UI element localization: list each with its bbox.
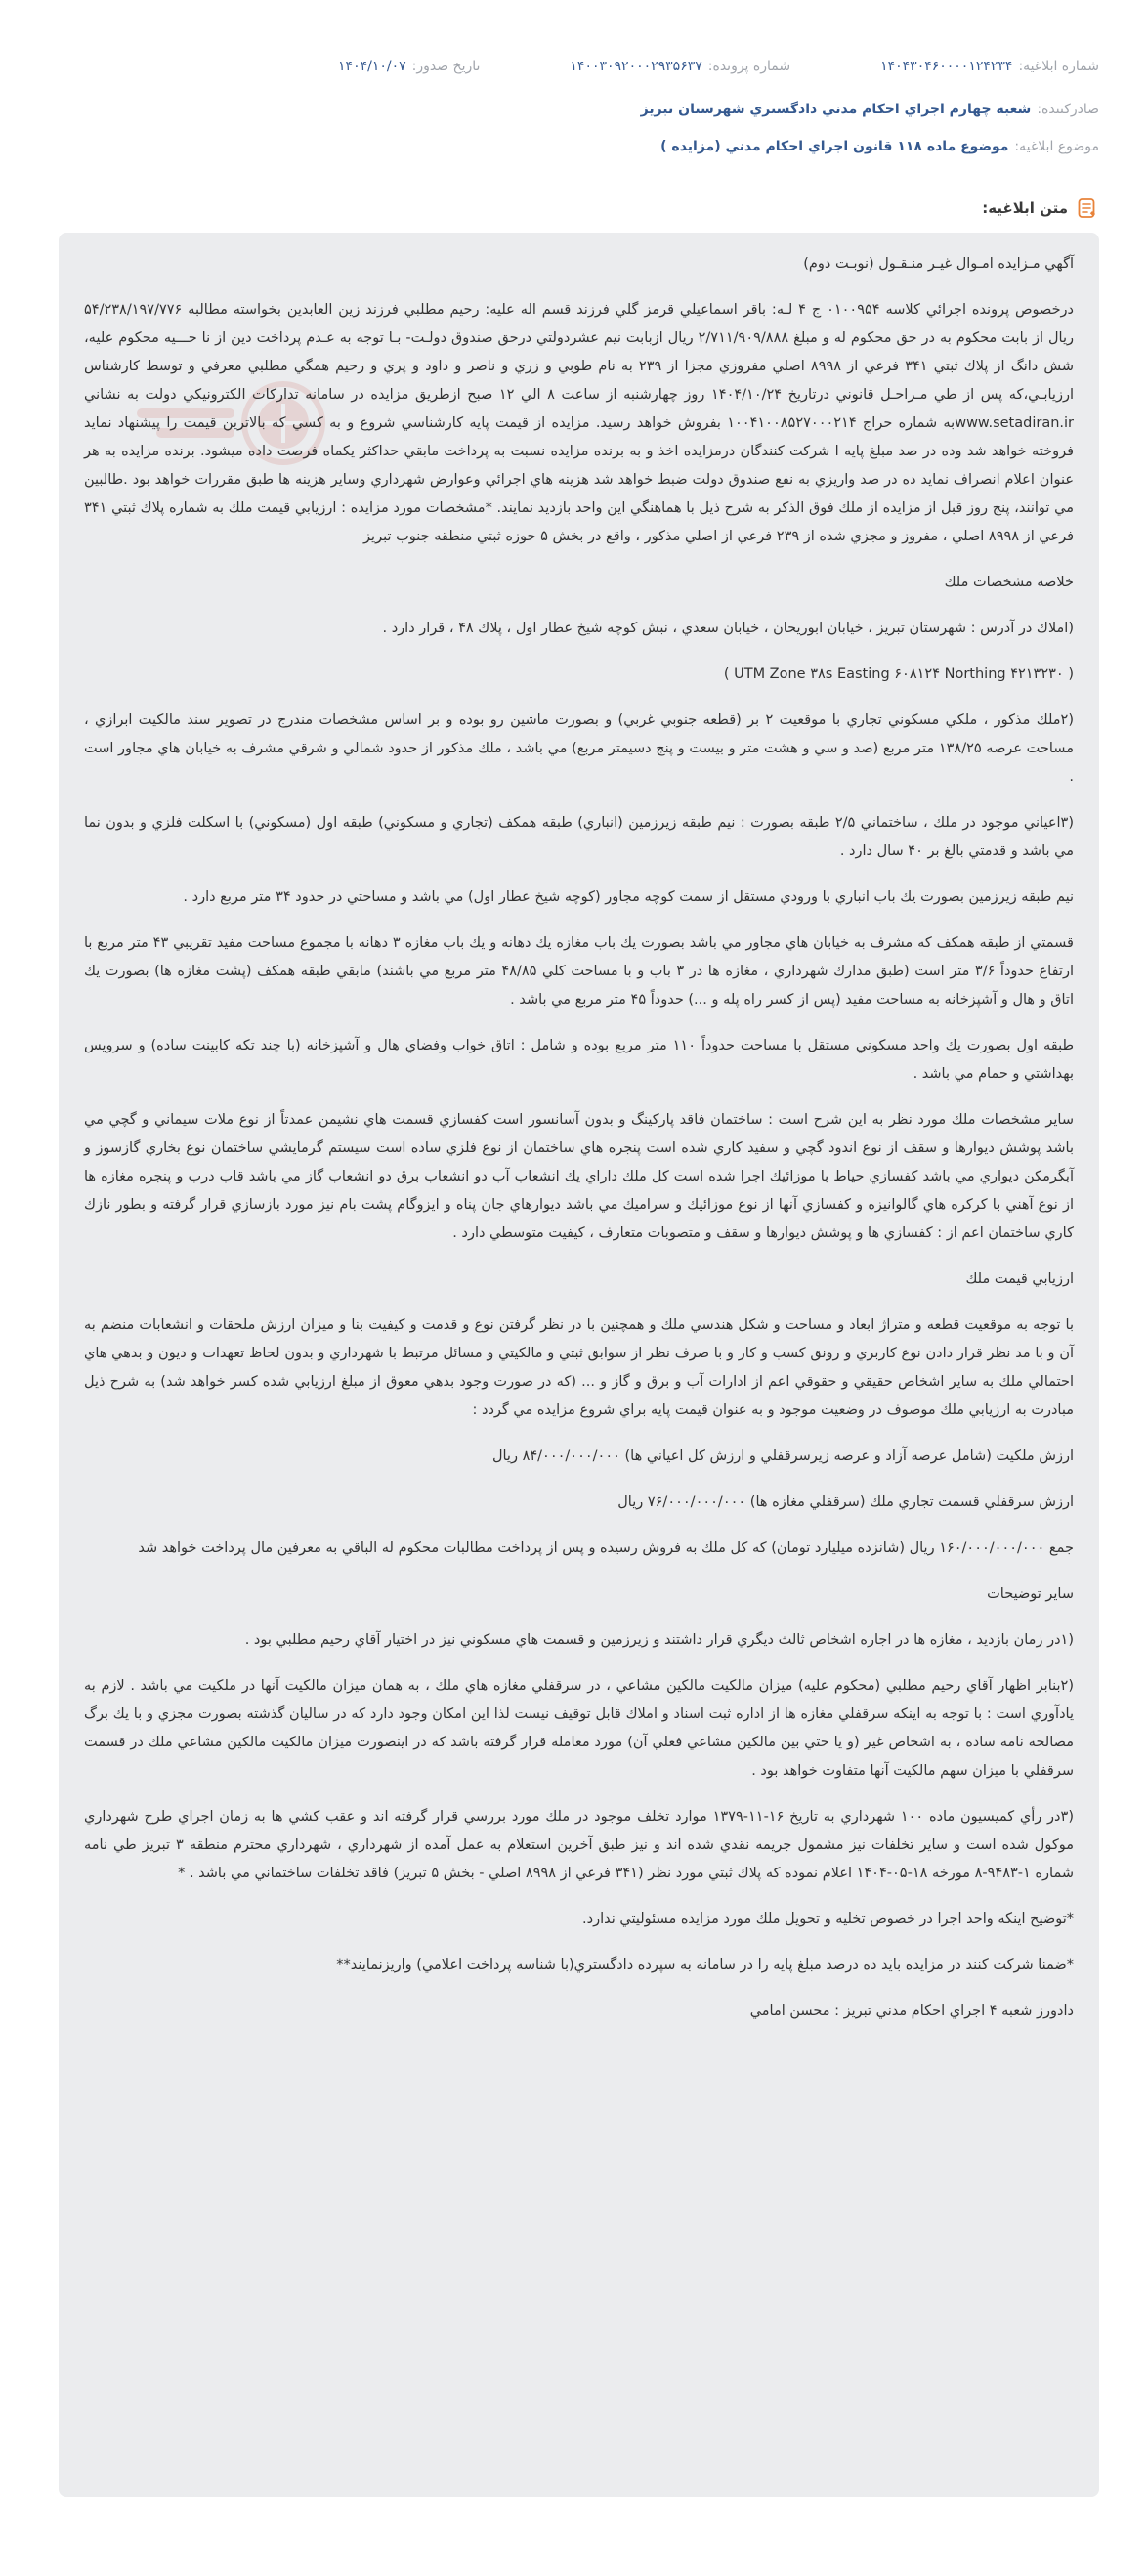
- issue-date: [338, 59, 480, 74]
- notice-number-value: ۱۴۰۴۳۰۴۶۰۰۰۰۱۲۴۲۳۴: [880, 59, 1013, 74]
- issue-date-label: تاریخ صدور:: [411, 59, 481, 74]
- case-number-value: ۱۴۰۰۳۰۹۲۰۰۰۲۹۳۵۶۳۷: [570, 59, 702, 74]
- issuer-row: [59, 97, 1099, 122]
- notice-paragraph: طبقه اول بصورت يك واحد مسكوني مستقل با مساحت حدوداً ۱۱۰ متر مربع بوده و شامل : اتاق خواب وفضاي هال و آشپزخانه (با چند تكه كابينت ساده) و سرويس بهداشتي و حمام مي باشد .: [84, 1038, 1074, 1082]
- notice-paragraph: (۲بنابر اظهار آقاي رحيم مطلبي (محكوم عليه) ميزان مالكيت مالكين مشاعي ، در سرقفلي مغازه هاي ملك ، به همان ميزان مالكيت آنها در ملكيت مي باشد . لازم به يادآوري است : با توجه به اينكه سرقفلي مغازه ها از اداره ثبت اسناد و املاك قابل توقيف نيست لذا اين امكان وجود دارد كه در ساليان گذشته بصورت مجزي و با يك برگ مصالحه نامه ساده ، به اشخاص غير (و يا حتي بين مالكين مشاعي فعلي آن) مورد معامله قرار گرفته باشد كه در اينصورت ميزان مالكيت مالكين مشاعي ملك در قسمت سرقفلي با ميزان سهم مالكيت آنها متفاوت خواهد بود .: [84, 1678, 1074, 1779]
- subject-value: موضوع ماده ۱۱۸ قانون اجراي احكام مدني (مزايده ): [660, 139, 1009, 154]
- notice-paragraph: (۲ملك مذكور ، ملكي مسكوني تجاري با موقعيت ۲ بر (قطعه جنوبي غربي) و بصورت ماشين رو بوده و بر اساس مشخصات مندرج در تصوير سند مالكيت ابرازي ، مساحت عرصه ۱۳۸/۲۵ متر مربع (صد و سي و هشت متر و بيست و پنج دسيمتر مربع) مي باشد ، ملك مذكور از حدود شمالي و شرقي مشرف به خيابان هاي مجاور است .: [84, 712, 1075, 785]
- valuation-total: جمع ۱۶۰/۰۰۰/۰۰۰/۰۰۰ ريال (شانزده ميليارد تومان) كه كل ملك به فروش رسيده و پس از پرداخت مطالبات محكوم له الباقي به معرفين مال پرداخت خواهد شد: [138, 1540, 1074, 1556]
- case-number: [570, 59, 790, 74]
- notice-paragraph: (۳اعياني موجود در ملك ، ساختماني ۲/۵ طبقه بصورت : نيم طبقه زيرزمين (انباري) طبقه همكف (تجاري و مسكوني) طبقه اول (مسكوني) با اسكلت فلزي و بدون نما مي باشد و قدمتي بالغ بر ۴۰ سال دارد .: [84, 815, 1074, 859]
- valuation-line: ارزش ملكيت (شامل عرصه آزاد و عرصه زيرسرقفلي و ارزش كل اعياني ها) ۸۴/۰۰۰/۰۰۰/۰۰۰ ريال: [491, 1448, 1074, 1464]
- notice-number-label: شماره ابلاغیه:: [1018, 59, 1099, 74]
- subject-row: [59, 134, 1099, 159]
- notice-number: [880, 59, 1099, 74]
- notice-body: [59, 233, 1099, 2497]
- utm-coordinates: ( UTM Zone ۳۸s Easting ۶۰۸۱۲۴ Northing ۴۲۱۳۲۳۰ ): [723, 666, 1074, 682]
- valuation-line: ارزش سرقفلي قسمت تجاري ملك (سرقفلي مغازه ها) ۷۶/۰۰۰/۰۰۰/۰۰۰ ريال: [617, 1494, 1074, 1510]
- section-heading: ساير توضيحات: [987, 1586, 1074, 1602]
- notice-paragraph: درخصوص پرونده اجرائي كلاسه ۰۱۰۰۹۵۴ ج ۴ لـه: باقر اسماعيلي قرمز گلي فرزند قسم اله عليه: رحيم مطلبي فرزند زين العابدين بخواسته مطالبه ۵۴/۲۳۸/۱۹۷/۷۷۶ ريال از بابت محكوم به در حق محكوم له و مبلغ ۲/۷۱۱/۹۰۹/۸۸۸ ريال ازبابت نيم عشردولتي درحق صندوق دولـت- بـا توجه به عـدم پرداخت دين از نا حـــيه محكوم عليه، شش دانگ از پلاك ثبتي ۳۴۱ فرعي از ۸۹۹۸ اصلي مفروزي مجزا از ۲۳۹ به نام طوبي و زري و ناصر و داود و پري و رحيم همگي مطلبي معرفي و توسط كارشناس ارزيابـي،كه پس از طي مـراحـل قانوني درتاريخ ۱۴۰۴/۱۰/۲۴ روز چهارشنبه از ساعت ۸ الي ۱۲ صبح ازطريق مزايده در سامانه تداركات الكترونيكي دولت به نشاني www.setadiran.irبه شماره حراج ۱۰۰۴۱۰۰۸۵۲۷۰۰۰۲۱۴ بفروش خواهد رسيد. مزايده از قيمت پايه كارشناسي شروع و به كسي كه بالاترين قيمت را پيشنهاد نمايد فروخته خواهد شد وده در صد مبلغ پايه ا شركت كنندگان درمزايده اخذ و به برنده مزايده نسبت به پرداخت مابقي حداكثر يكماه فرصت داده ميشود. برنده مزايده به هر عنوان اعلام انصراف نمايد ده در صد واريزي به نفع صندوق دولت ضبط خواهد شد هزينه هاي اجرائي وعوارض شهرداري وساير هزينه ها طبق مقررات خواهد بود .طالبين مي توانند، پنج روز قبل از مزايده از ملك فوق الذكر به شرح ذيل با هماهنگي اين واحد بازديد نمايند. *مشخصات مورد مزايده : ارزيابي قيمت ملك به شماره پلاك ثبتي ۳۴۱ فرعي از ۸۹۹۸ اصلي ، مفروز و مجزي شده از ۲۳۹ فرعي از اصلي مذكور ، واقع در بخش ۵ حوزه ثبتي منطقه جنوب تبريز: [84, 302, 1075, 544]
- case-number-label: شماره پرونده:: [707, 59, 791, 74]
- notice-note: *ضمنا شركت كنند در مزايده بايد ده درصد مبلغ پايه را در سامانه به سپرده دادگستري(با شناسه پرداخت اعلامي) واريزنمايند**: [336, 1957, 1074, 1973]
- subject: [660, 139, 1099, 154]
- section-heading: ارزيابي قيمت ملك: [965, 1271, 1074, 1287]
- notice-paragraph: (املاك در آدرس : شهرستان تبريز ، خيابان ابوريحان ، خيابان سعدي ، نبش كوچه شيخ عطار اول ، پلاك ۴۸ ، قرار دارد .: [382, 621, 1074, 636]
- notice-paragraph: ساير مشخصات ملك مورد نظر به اين شرح است : ساختمان فاقد پاركينگ و بدون آسانسور است كفسازي قسمت هاي نشيمن عمدتاً از نوع ملات سيماني و گچي مي باشد پوشش ديوارها و سقف از نوع اندود گچي و سفيد كاري شده است پنجره هاي ساختمان از نوع فلزي ساده است سيستم گرمايشي ساختمان نوع بخاري گازسوز و آبگرمكن ديواري مي باشد كفسازي حياط با موزائيك اجرا شده است كل ملك داراي يك انشعاب آب دو انشعاب برق دو انشعاب گاز مي باشد قاب درب و پنجره مغازه ها از نوع آهني با كركره هاي گالوانيزه و كفسازي آنها از نوع موزائيك و سراميك مي باشد ديوارهاي جان پناه و ايزوگام پشت بام نيز مورد بازسازي قرار گرفته و بطور نازك كاري ساختمان اعم از : كفسازي ها و پوشش ديوارها و سقف و متصوبات متعارف ، كيفيت متوسطي دارد .: [84, 1112, 1074, 1241]
- issue-date-value: ۱۴۰۴/۱۰/۰۷: [338, 59, 406, 74]
- notice-title: آگهي مـزايده امـوال غيـر منـقـول (نوبـت دوم): [803, 256, 1074, 272]
- notice-heading: [982, 194, 1099, 222]
- notice-heading-title: متن ابلاغیه:: [982, 199, 1068, 217]
- notice-meta-row: [59, 54, 1099, 79]
- notice-paragraph: نيم طبقه زيرزمين بصورت يك باب انباري با ورودي مستقل از سمت كوچه مجاور (كوچه شيخ عطار اول) مي باشد و مساحتي در حدود ۳۴ متر مربع دارد .: [183, 889, 1074, 905]
- notice-paragraph: با توجه به موقعيت قطعه و متراژ ابعاد و مساحت و شكل هندسي ملك و همچنين با در نظر گرفتن نوع و قدمت و كيفيت بنا و ميزان ارزش ملحقات و انشعابات منضم به آن و با مد نظر قرار دادن نوع كاربري و رونق كسب و كار و با صرف نظر از سوابق ثبتي و مالكيتي و مسائل مرتبط با شهرداري و بدون لحاظ تعهدات و ديون و بدهي هاي احتمالي ملك به ساير اشخاص حقيقي و حقوقي اعم از ادارات آب و برق و گاز و ... (كه در صورت وجود بدهي معوق از مبلغ ارزيابي شده كسر خواهد شد) به شرح ذيل مبادرت به ارزيابي ملك موصوف در وضعيت موجود و به عنوان قيمت پايه براي شروع مزايده مي گردد :: [84, 1317, 1074, 1418]
- issuer-label: صادرکننده:: [1037, 102, 1099, 117]
- subject-label: موضوع ابلاغیه:: [1014, 139, 1099, 154]
- document-icon: [1076, 196, 1099, 220]
- notice-paragraph: (۳در رأي كميسيون ماده ۱۰۰ شهرداري به تاريخ ۱۶-۱۱-۱۳۷۹ موارد تخلف موجود در ملك مورد بررسي قرار گرفته اند و عقب كشي ها به زمان اجراي طرح شهرداري موكول شده است و ساير تخلفات نيز مشمول جريمه نقدي شده اند و نيز طبق آخرين استعلام به عمل آمده از شهرداري ، شهرداري محترم منطقه ۳ تبريز طي نامه شماره ۱-۹۴۸۳-۸ مورخه ۱۸-۰۵-۱۴۰۴ اعلام نموده كه پلاك ثبتي مورد نظر (۳۴۱ فرعي از ۸۹۹۸ اصلي - بخش ۵ تبريز) فاقد تخلفات ساختماني مي باشد . *: [84, 1809, 1074, 1881]
- notice-paragraph: قسمتي از طبقه همكف كه مشرف به خيابان هاي مجاور مي باشد بصورت يك باب مغازه يك دهانه و يك باب مغازه ۳ دهانه با مجموع مساحت مفيد تقريبي ۴۳ متر مربع با ارتفاع حدوداً ۳/۶ متر است (طبق مدارك شهرداري ، مغازه ها در ۳ باب و با مساحت كلي ۴۸/۸۵ متر مربع مي باشند) مابقي طبقه همكف (پشت مغازه ها) بصورت يك اتاق و هال و آشپزخانه به مساحت مفيد (پس از كسر راه پله و ...) حدوداً ۴۵ متر مربع مي باشد .: [84, 935, 1074, 1008]
- issuer-value: شعبه چهارم اجراي احكام مدني دادگستري شهرستان تبريز: [640, 102, 1032, 117]
- notice-paragraph: (۱در زمان بازديد ، مغازه ها در اجاره اشخاص ثالث ديگري قرار داشتند و زيرزمين و قسمت هاي مسكوني نيز در اختيار آقاي رحيم مطلبي بود .: [244, 1632, 1074, 1648]
- notice-note: *توضيح اينكه واحد اجرا در خصوص تخليه و تحويل ملك مورد مزايده مسئوليتي ندارد.: [582, 1911, 1074, 1927]
- issuer: [641, 102, 1099, 117]
- section-heading: خلاصه مشخصات ملك: [944, 575, 1074, 590]
- signature-line: دادورز شعبه ۴ اجراي احكام مدني تبريز : محسن امامي: [749, 2003, 1074, 2019]
